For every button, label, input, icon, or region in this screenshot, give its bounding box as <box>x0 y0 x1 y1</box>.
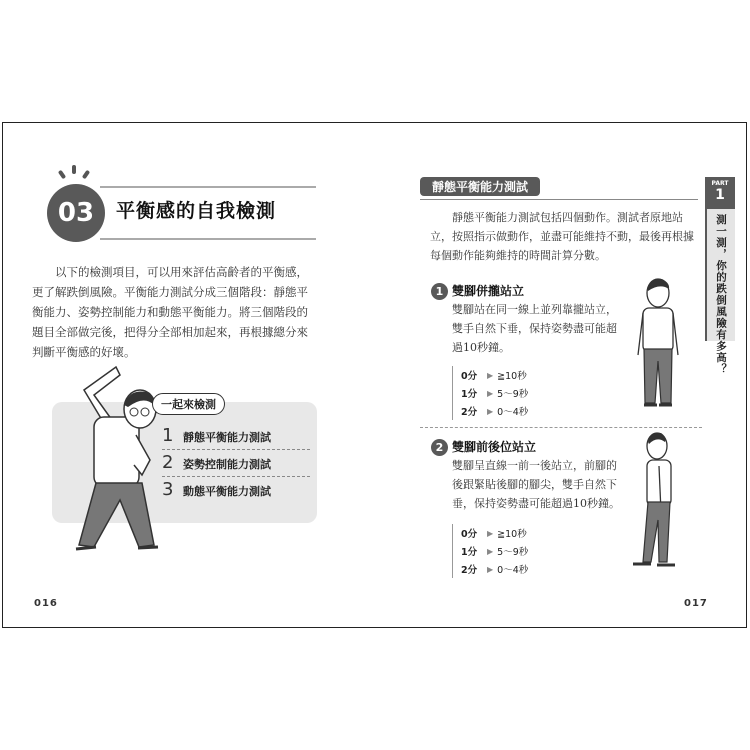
standing-man-front-illustration <box>630 275 686 415</box>
chapter-number-badge: 03 <box>47 184 105 242</box>
section-intro: 靜態平衡能力測試包括四個動作。測試者原地站立，按照指示做動作，並盡可能維持不動，最後再根據每個動作能夠維持的時間計算分數。 <box>430 211 694 262</box>
list-item <box>162 425 312 449</box>
item-description: 雙腳呈直線一前一後站立，前腳的後跟緊貼後腳的腳尖，雙手自然下垂，保持姿勢盡可能超過10秒鐘。 <box>452 459 620 510</box>
speech-bubble: 一起來檢測 <box>152 393 225 415</box>
arrow-icon: ▶ <box>487 546 494 556</box>
standing-man-side-illustration <box>625 428 683 573</box>
item-number-badge: 2 <box>431 439 448 456</box>
score-label: 2分 <box>461 407 478 418</box>
score-label: 0分 <box>461 371 478 382</box>
arrow-icon: ▶ <box>487 528 494 538</box>
list-label: 靜態平衡能力測試 <box>183 431 271 444</box>
score-range: ≧10秒 <box>497 529 527 540</box>
item-title: 雙腳前後位站立 <box>452 440 537 454</box>
list-label: 動態平衡能力測試 <box>183 485 271 498</box>
item-heading <box>431 438 536 456</box>
list-label: 姿勢控制能力測試 <box>183 458 271 471</box>
list-number: 2 <box>162 452 174 473</box>
list-item <box>162 452 312 476</box>
arrow-icon: ▶ <box>487 406 494 416</box>
score-label: 1分 <box>461 547 478 558</box>
part-label: PART <box>711 180 729 187</box>
part-number: 1 <box>715 187 725 203</box>
page-title: 平衡感的自我檢測 <box>116 200 277 222</box>
ray-decoration <box>72 165 76 174</box>
divider <box>162 449 310 450</box>
item-number-badge: 1 <box>431 283 448 300</box>
section-rule <box>420 199 698 200</box>
score-row <box>453 366 528 384</box>
score-table <box>452 524 528 578</box>
divider <box>162 476 310 477</box>
score-range: 5〜9秒 <box>497 547 529 558</box>
score-row <box>453 542 528 560</box>
score-label: 0分 <box>461 529 478 540</box>
score-range: ≧10秒 <box>497 371 527 382</box>
item-heading <box>431 282 524 300</box>
chapter-side-title: 測一測，你的跌倒風險有多高？ <box>715 214 727 375</box>
item-title: 雙腳併攏站立 <box>452 284 525 298</box>
stretching-man-illustration <box>54 365 164 555</box>
score-table <box>452 366 528 420</box>
score-range: 0〜4秒 <box>497 407 529 418</box>
list-item <box>162 479 312 503</box>
score-row <box>453 402 528 420</box>
page-number-left: 016 <box>34 598 58 609</box>
score-row <box>453 560 528 578</box>
score-label: 1分 <box>461 389 478 400</box>
score-range: 5〜9秒 <box>497 389 529 400</box>
arrow-icon: ▶ <box>487 370 494 380</box>
title-rule <box>100 186 316 188</box>
list-number: 3 <box>162 479 174 500</box>
list-number: 1 <box>162 425 174 446</box>
item-description: 雙腳站在同一線上並列靠攏站立，雙手自然下垂，保持姿勢盡可能超過10秒鐘。 <box>452 303 617 354</box>
intro-paragraph: 以下的檢測項目，可以用來評估高齡者的平衡感，更了解跌倒風險。平衡能力測試分成三個階段：靜態平衡能力、姿勢控制能力和動態平衡能力。將三個階段的題目全部做完後，把得分全部相加起來，再根據總分來判斷平衡感的好壞。 <box>32 265 308 359</box>
arrow-icon: ▶ <box>487 564 494 574</box>
score-label: 2分 <box>461 565 478 576</box>
score-range: 0〜4秒 <box>497 565 529 576</box>
page-number-right: 017 <box>684 598 708 609</box>
title-rule <box>100 238 316 240</box>
score-row <box>453 524 528 542</box>
part-tab <box>705 177 735 209</box>
section-title: 靜態平衡能力測試 <box>420 177 540 196</box>
score-row <box>453 384 528 402</box>
arrow-icon: ▶ <box>487 388 494 398</box>
